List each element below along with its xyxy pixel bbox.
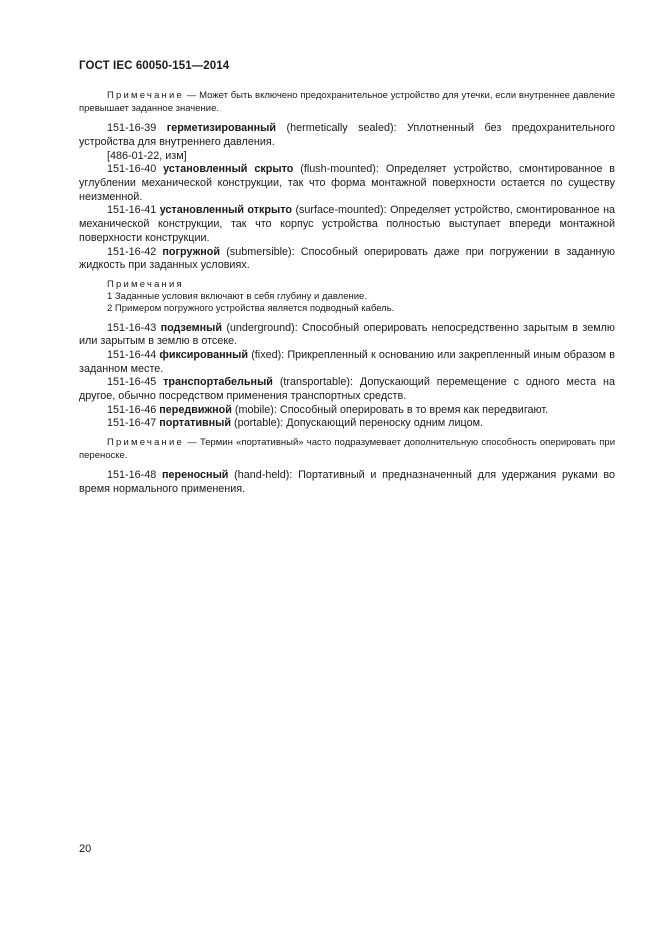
notes-label: Примечания — [107, 278, 184, 290]
note-item: 2 Примером погружного устройства является подводный кабель. — [107, 303, 395, 315]
term-entry — [79, 417, 615, 431]
term-entry — [79, 122, 615, 149]
term-name: транспортабельный — [163, 376, 273, 389]
term-number: 151-16-44 — [107, 348, 157, 361]
term-name: герметизированный — [166, 122, 277, 135]
term-source: [486-01-22, изм] — [107, 149, 187, 162]
term-number: 151-16-48 — [107, 469, 157, 482]
term-definition: (surface-mounted): Определяет устройство, смонтированное на механической конструкции, так что корпус устройства полностью выступает впереди монтажной поверхности конструкции. — [79, 204, 616, 244]
term-entry — [79, 163, 615, 204]
term-entry — [79, 469, 615, 496]
term-definition: (portable): Допускающий переноску одним лицом. — [234, 417, 483, 430]
page-content — [79, 90, 615, 497]
term-name: переносный — [161, 469, 229, 482]
notes-block — [107, 279, 615, 316]
term-entry — [79, 376, 615, 403]
term-entry — [79, 322, 615, 349]
term-definition: (hermetically sealed): Уплотненный без предохранительного устройства для внутреннего давления. — [79, 122, 616, 148]
term-name: фиксированный — [159, 348, 249, 361]
note-text: Может быть включено предохранительное устройство для утечки, если внутреннее давление превышает заданное значение. — [79, 90, 616, 114]
note-47 — [79, 437, 615, 462]
term-name: установленный открыто — [159, 204, 292, 217]
term-name: портативный — [159, 417, 232, 430]
term-name: подземный — [160, 321, 222, 334]
term-number: 151-16-40 — [107, 163, 157, 176]
term-entry — [79, 349, 615, 376]
note-item: 1 Заданные условия включают в себя глубину и давление. — [107, 291, 367, 303]
term-definition: (underground): Способный оперировать непосредственно зарытым в землю или зарытым в землю в отсеке. — [79, 321, 616, 348]
note-dash: — — [187, 437, 197, 449]
term-name: установленный скрыто — [163, 163, 294, 176]
note-label: Примечание — [107, 437, 184, 449]
note-label: Примечание — [107, 90, 184, 101]
term-definition: (mobile): Способный оперировать в то время как передвигают. — [234, 403, 549, 416]
term-definition: (fixed): Прикрепленный к основанию или закрепленный иным образом в заданном месте. — [79, 348, 616, 375]
term-definition: (flush-mounted): Определяет устройство, смонтированное в углублении механической конструкции, так что форма монтажной поверхности остается по существу неизменной. — [79, 163, 616, 203]
term-number: 151-16-43 — [107, 321, 157, 334]
term-number: 151-16-46 — [107, 403, 157, 416]
term-entry — [79, 246, 615, 273]
term-number: 151-16-47 — [107, 417, 157, 430]
term-name: погружной — [162, 245, 221, 258]
term-number: 151-16-45 — [107, 376, 157, 389]
term-definition: (hand-held): Портативный и предназначенный для удержания руками во время нормального применения. — [79, 469, 615, 496]
note-39 — [79, 90, 615, 115]
note-dash: — — [186, 90, 197, 101]
term-definition: (submersible): Способный оперировать даже при погружении в заданную жидкость при заданных условиях. — [79, 245, 616, 272]
term-name: передвижной — [159, 403, 232, 416]
term-number: 151-16-39 — [107, 122, 157, 135]
term-definition: (transportable): Допускающий перемещение с одного места на другое, обычно посредством применения транспортных средств. — [79, 376, 616, 403]
term-number: 151-16-41 — [107, 204, 157, 217]
term-number: 151-16-42 — [107, 245, 157, 258]
document-header: ГОСТ IEC 60050-151—2014 — [79, 60, 230, 72]
term-entry — [79, 204, 615, 245]
term-entry — [79, 404, 615, 418]
note-text: Термин «портативный» часто подразумевает дополнительную способность оперировать при переноске. — [79, 437, 616, 461]
page-number: 20 — [79, 843, 92, 855]
